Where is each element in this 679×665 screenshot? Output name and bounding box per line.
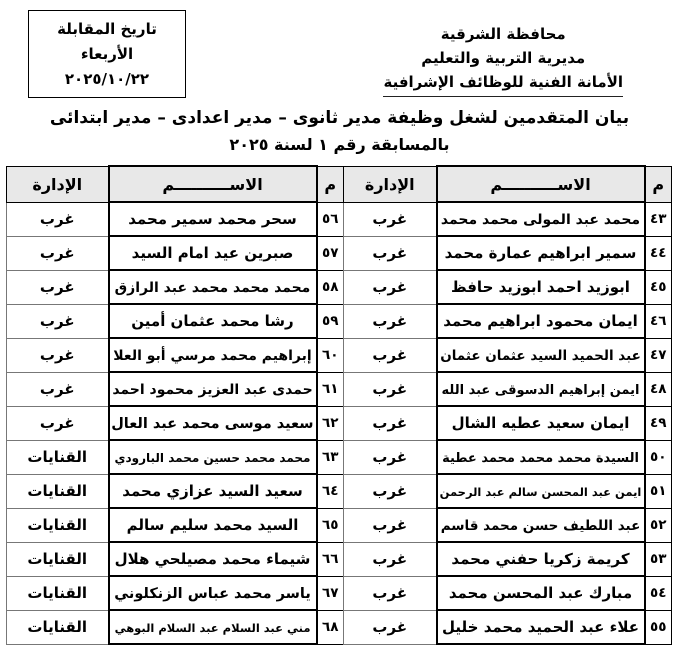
administration-cell: غرب [7, 406, 109, 440]
applicant-name-cell: شيماء محمد مصيلحي هلال [109, 542, 317, 576]
table-row [7, 610, 672, 644]
row-number-cell: ٥٣ [645, 542, 672, 576]
title-line-2: بالمسابقة رقم ١ لسنة ٢٠٢٥ [229, 135, 450, 154]
header-name-left: الاســــــــــم [109, 166, 317, 202]
administration-cell: غرب [344, 236, 437, 270]
row-number-cell: ٥٥ [645, 610, 672, 644]
administration-cell: غرب [344, 508, 437, 542]
applicant-name-cell: سعيد موسى محمد عبد العال [109, 406, 317, 440]
agency-line-directorate: مديرية التربية والتعليم [421, 49, 586, 67]
applicant-name-cell: ايمان سعيد عطيه الشال [437, 406, 645, 440]
row-number-cell: ٦٧ [317, 576, 344, 610]
administration-cell: القنايات [7, 576, 109, 610]
table-row [7, 202, 672, 236]
applicant-name-cell: ايمن إبراهيم الدسوقى عبد الله [437, 372, 645, 406]
header-admin-right: الإدارة [344, 166, 437, 202]
row-number-cell: ٥٨ [317, 270, 344, 304]
row-number-cell: ٤٤ [645, 236, 672, 270]
applicant-name-cell: السيد محمد سليم سالم [109, 508, 317, 542]
table-row [7, 508, 672, 542]
applicant-name-cell: عبد اللطيف حسن محمد قاسم [437, 508, 645, 542]
administration-cell: غرب [344, 474, 437, 508]
row-number-cell: ٦٢ [317, 406, 344, 440]
header-number-left: م [317, 166, 344, 202]
row-number-cell: ٦٠ [317, 338, 344, 372]
row-number-cell: ٦٥ [317, 508, 344, 542]
row-number-cell: ٤٩ [645, 406, 672, 440]
row-number-cell: ٦٦ [317, 542, 344, 576]
header-number-right: م [645, 166, 672, 202]
table-row [7, 406, 672, 440]
administration-cell: غرب [344, 202, 437, 236]
administration-cell: غرب [344, 270, 437, 304]
row-number-cell: ٤٨ [645, 372, 672, 406]
applicant-name-cell: ابوزيد احمد ابوزيد حافظ [437, 270, 645, 304]
applicant-name-cell: محمد محمد محمد عبد الرازق [109, 270, 317, 304]
applicant-name-cell: كريمة زكريا حفني محمد [437, 542, 645, 576]
administration-cell: غرب [7, 236, 109, 270]
interview-date-label: تاريخ المقابلة [57, 20, 157, 38]
row-number-cell: ٥٦ [317, 202, 344, 236]
row-number-cell: ٤٦ [645, 304, 672, 338]
applicant-name-cell: ايمان محمود ابراهيم محمد [437, 304, 645, 338]
administration-cell: غرب [344, 372, 437, 406]
applicant-name-cell: سعيد السيد عزازي محمد [109, 474, 317, 508]
administration-cell: غرب [7, 338, 109, 372]
administration-cell: غرب [7, 202, 109, 236]
title-line-1: بيان المتقدمين لشغل وظيفة مدير ثانوى – مدير اعدادى – مدير ابتدائى [49, 108, 630, 128]
applicant-name-cell: سحر محمد سمير محمد [109, 202, 317, 236]
agency-line-governorate: محافظة الشرقية [440, 25, 566, 43]
table-row [7, 270, 672, 304]
applicant-name-cell: مبارك عبد المحسن محمد [437, 576, 645, 610]
applicant-name-cell: علاء عبد الحميد محمد خليل [437, 610, 645, 644]
administration-cell: غرب [344, 542, 437, 576]
applicant-name-cell: ايمن عبد المحسن سالم عبد الرحمن [437, 474, 645, 508]
administration-cell: غرب [7, 270, 109, 304]
administration-cell: القنايات [7, 508, 109, 542]
table-row [7, 372, 672, 406]
applicant-name-cell: مني عبد السلام عبد السلام البوهي [109, 610, 317, 644]
applicant-name-cell: ياسر محمد عباس الزنكلوني [109, 576, 317, 610]
page-header [0, 0, 679, 108]
applicant-name-cell: إبراهيم محمد مرسي أبو العلا [109, 338, 317, 372]
document-title [0, 108, 679, 154]
agency-line-secretariat: الأمانة الفنية للوظائف الإشرافية [383, 70, 623, 97]
administration-cell: القنايات [7, 542, 109, 576]
row-number-cell: ٥١ [645, 474, 672, 508]
row-number-cell: ٦٨ [317, 610, 344, 644]
administration-cell: القنايات [7, 440, 109, 474]
applicants-tbody [7, 202, 672, 644]
row-number-cell: ٦٤ [317, 474, 344, 508]
administration-cell: غرب [344, 338, 437, 372]
interview-date-value: ٢٠٢٥/١٠/٢٢ [64, 69, 150, 88]
applicant-name-cell: رشا محمد عثمان أمين [109, 304, 317, 338]
applicant-name-cell: صبرين عيد امام السيد [109, 236, 317, 270]
administration-cell: غرب [344, 406, 437, 440]
applicants-table [6, 165, 672, 645]
applicant-name-cell: السيدة محمد محمد محمد عطية [437, 440, 645, 474]
row-number-cell: ٥٧ [317, 236, 344, 270]
administration-cell: غرب [344, 440, 437, 474]
applicant-name-cell: محمد محمد حسين محمد البارودي [109, 440, 317, 474]
row-number-cell: ٤٥ [645, 270, 672, 304]
administration-cell: القنايات [7, 474, 109, 508]
table-row [7, 576, 672, 610]
administration-cell: غرب [344, 304, 437, 338]
administration-cell: القنايات [7, 610, 109, 644]
table-header-row [7, 166, 672, 202]
applicant-name-cell: سمير ابراهيم عمارة محمد [437, 236, 645, 270]
table-row [7, 474, 672, 508]
administration-cell: غرب [7, 372, 109, 406]
row-number-cell: ٦١ [317, 372, 344, 406]
administration-cell: غرب [344, 610, 437, 644]
applicant-name-cell: عبد الحميد السيد عثمان عثمان [437, 338, 645, 372]
table-row [7, 542, 672, 576]
applicant-name-cell: محمد عبد المولى محمد محمد [437, 202, 645, 236]
agency-header [383, 22, 623, 97]
row-number-cell: ٥٤ [645, 576, 672, 610]
header-admin-left: الإدارة [7, 166, 109, 202]
table-row [7, 338, 672, 372]
table-row [7, 236, 672, 270]
row-number-cell: ٤٧ [645, 338, 672, 372]
table-row [7, 440, 672, 474]
applicant-name-cell: حمدى عبد العزيز محمود احمد [109, 372, 317, 406]
table-row [7, 304, 672, 338]
row-number-cell: ٦٣ [317, 440, 344, 474]
administration-cell: غرب [344, 576, 437, 610]
header-name-right: الاســــــــــم [437, 166, 645, 202]
row-number-cell: ٤٣ [645, 202, 672, 236]
interview-day: الأربعاء [80, 44, 134, 63]
table-header [7, 166, 672, 202]
row-number-cell: ٥٢ [645, 508, 672, 542]
administration-cell: غرب [7, 304, 109, 338]
interview-date-box [28, 10, 186, 98]
row-number-cell: ٥٩ [317, 304, 344, 338]
row-number-cell: ٥٠ [645, 440, 672, 474]
